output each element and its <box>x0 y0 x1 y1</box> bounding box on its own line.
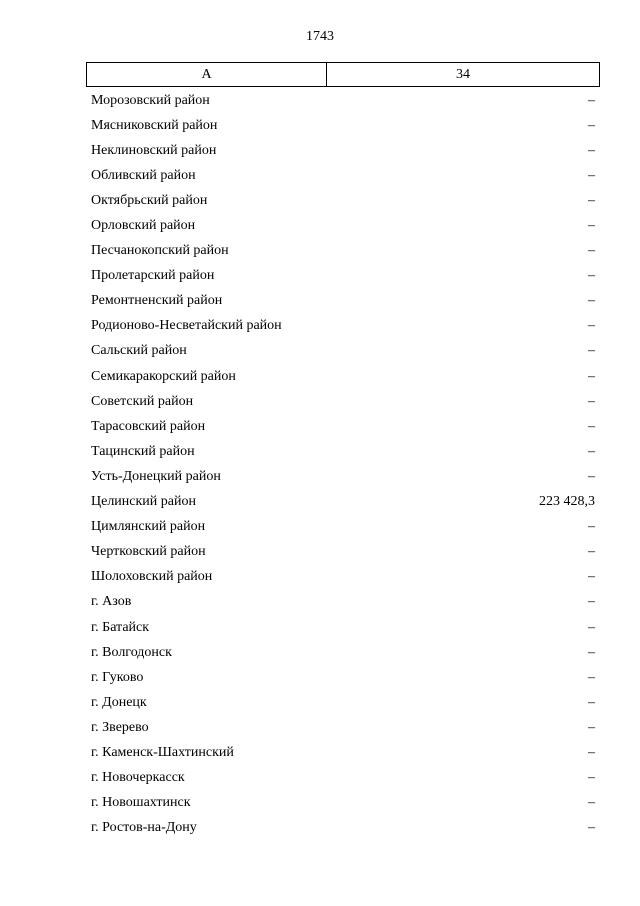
row-value: – <box>588 644 595 660</box>
table-row <box>91 515 595 540</box>
row-value: – <box>588 318 595 334</box>
row-name: Мясниковский район <box>91 117 218 133</box>
row-name: Шолоховский район <box>91 569 213 585</box>
row-name: Орловский район <box>91 218 196 234</box>
row-value: – <box>588 519 595 535</box>
row-value: – <box>588 368 595 384</box>
row-name: г. Новочеркасск <box>91 770 185 786</box>
row-value: – <box>588 117 595 133</box>
table-row <box>91 740 595 765</box>
table-row <box>91 213 595 238</box>
table-row <box>91 88 595 113</box>
row-value: – <box>588 744 595 760</box>
table-row <box>91 314 595 339</box>
table-row <box>91 264 595 289</box>
row-value: – <box>588 167 595 183</box>
row-name: г. Азов <box>91 594 132 610</box>
row-name: г. Зверево <box>91 719 149 735</box>
table-row <box>91 791 595 816</box>
row-name: Цимлянский район <box>91 519 206 535</box>
table-row <box>91 339 595 364</box>
row-name: Чертковский район <box>91 544 206 560</box>
row-name: Песчанокопский район <box>91 243 229 259</box>
row-name: г. Каменск-Шахтинский <box>91 744 234 760</box>
table-row <box>91 590 595 615</box>
table-row <box>91 113 595 138</box>
header-cell-34: 34 <box>456 66 470 82</box>
table-row <box>91 766 595 791</box>
row-value: – <box>588 544 595 560</box>
table-row <box>91 690 595 715</box>
row-value: – <box>588 468 595 484</box>
row-value: – <box>588 770 595 786</box>
table-body <box>91 88 595 841</box>
row-value: – <box>588 820 595 836</box>
row-name: Неклиновский район <box>91 142 217 158</box>
table-row <box>91 439 595 464</box>
row-value: – <box>588 343 595 359</box>
row-value: – <box>588 268 595 284</box>
row-name: Морозовский район <box>91 92 210 108</box>
table-row <box>91 816 595 841</box>
row-value: – <box>588 795 595 811</box>
row-name: Тацинский район <box>91 443 195 459</box>
row-value: – <box>588 569 595 585</box>
row-name: г. Донецк <box>91 694 147 710</box>
row-value: – <box>588 619 595 635</box>
row-name: Сальский район <box>91 343 187 359</box>
table-row <box>91 640 595 665</box>
row-value: – <box>588 393 595 409</box>
row-value: – <box>588 142 595 158</box>
row-name: Ремонтненский район <box>91 293 223 309</box>
row-name: Советский район <box>91 393 194 409</box>
page-number: 1743 <box>306 29 334 44</box>
table-row <box>91 464 595 489</box>
table-row <box>91 615 595 640</box>
row-value: 223 428,3 <box>539 494 595 510</box>
row-name: г. Гуково <box>91 669 144 685</box>
table-row <box>91 389 595 414</box>
row-name: г. Волгодонск <box>91 644 172 660</box>
row-value: – <box>588 218 595 234</box>
table-row <box>91 414 595 439</box>
row-value: – <box>588 694 595 710</box>
row-value: – <box>588 443 595 459</box>
row-name: Октябрьский район <box>91 192 208 208</box>
row-value: – <box>588 594 595 610</box>
row-name: г. Ростов-на-Дону <box>91 820 197 836</box>
table-row <box>91 138 595 163</box>
row-name: г. Батайск <box>91 619 150 635</box>
table-row <box>91 490 595 515</box>
table-row <box>91 188 595 213</box>
table-row <box>91 565 595 590</box>
row-value: – <box>588 243 595 259</box>
row-value: – <box>588 418 595 434</box>
row-value: – <box>588 719 595 735</box>
row-name: Целинский район <box>91 494 196 510</box>
row-name: Усть-Донецкий район <box>91 468 221 484</box>
row-value: – <box>588 669 595 685</box>
table-row <box>91 364 595 389</box>
table-row <box>91 540 595 565</box>
table-row <box>91 289 595 314</box>
row-name: Тарасовский район <box>91 418 206 434</box>
row-value: – <box>588 92 595 108</box>
row-value: – <box>588 192 595 208</box>
table-row <box>91 239 595 264</box>
row-name: г. Новошахтинск <box>91 795 191 811</box>
row-name: Пролетарский район <box>91 268 215 284</box>
table-header <box>86 62 600 87</box>
header-cell-a: А <box>87 63 327 86</box>
table-row <box>91 163 595 188</box>
row-name: Семикаракорский район <box>91 368 236 384</box>
table-row <box>91 715 595 740</box>
row-name: Обливский район <box>91 167 196 183</box>
table-row <box>91 665 595 690</box>
row-value: – <box>588 293 595 309</box>
row-name: Родионово-Несветайский район <box>91 318 282 334</box>
